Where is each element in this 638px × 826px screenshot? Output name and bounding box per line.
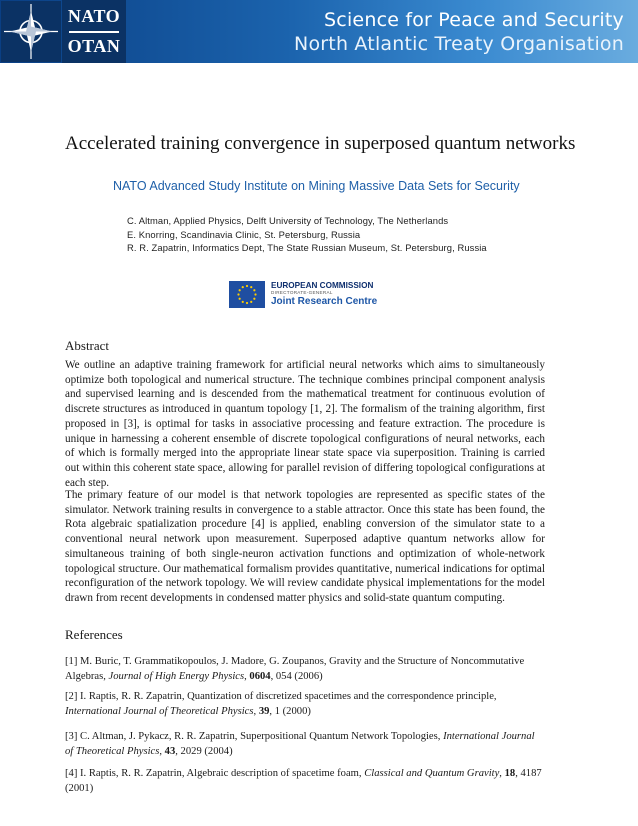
eu-flag-icon (229, 281, 265, 308)
reference-pages-year: , 4187 (2001) (65, 768, 542, 794)
jrc-logo-line-1: EUROPEAN COMMISSION (271, 281, 374, 290)
reference-label: [1] (65, 656, 78, 667)
reference-label: [3] (65, 731, 78, 742)
abstract-paragraph: We outline an adaptive training framework for artificial neural networks which aims to simultaneously optimize both topological and numerical structure. The technique combines principal component analysis and supervised learning and is descended from the mathematical treatment for continuous evolution of discrete structures as introduced in quantum topology [1, 2]. The formalism of the training algorithm, first proposed in [3], is optimal for tasks in associative processing and feature extraction. The procedure is unique in harnessing a coherent ensemble of discrete topological configurations of neural networks, each of which is formally merged into the appropriate linear state space via superposition. Training is carried out within this coherent state space, allowing for parallel revision of differing topological configurations at each step. (65, 359, 545, 489)
reference-authors: I. Raptis, R. R. Zapatrin, Algebraic description of spacetime foam, (80, 768, 362, 779)
jrc-logo (229, 281, 379, 309)
reference-authors: I. Raptis, R. R. Zapatrin, Quantization of discretized spacetimes and the correspondence principle, (80, 691, 497, 702)
nato-compass-star-icon (1, 1, 61, 62)
jrc-logo-line-3: Joint Research Centre (271, 296, 378, 307)
author-item: E. Knorring, Scandinavia Clinic, St. Petersburg, Russia (127, 228, 361, 240)
author-item: C. Altman, Applied Physics, Delft University of Technology, The Netherlands (127, 215, 449, 226)
reference-item: [2] I. Raptis, R. R. Zapatrin, Quantization of discretized spacetimes and the correspondence principle, International Journal of Theoretical Physics, 39, 1 (2000) (65, 691, 497, 717)
reference-authors: C. Altman, J. Pykacz, R. R. Zapatrin, Superpositional Quantum Network Topologies, (80, 731, 441, 742)
reference-volume: 43 (164, 746, 176, 757)
document-title: Accelerated training convergence in superposed quantum networks (65, 133, 576, 154)
reference-pages-year: , 054 (2006) (270, 671, 323, 682)
reference-pages-year: , 1 (2000) (269, 706, 311, 717)
author-item: R. R. Zapatrin, Informatics Dept, The State Russian Museum, St. Petersburg, Russia (127, 242, 487, 253)
logo-text-otan: OTAN (67, 36, 121, 56)
reference-item: [1] M. Buric, T. Grammatikopoulos, J. Madore, G. Zoupanos, Gravity and the Structure of Noncommutative Algebras, Journal of High Energy Physics, 0604, 054 (2006) (65, 656, 525, 682)
reference-label: [2] (65, 691, 78, 702)
banner-organisation-name: North Atlantic Treaty Organisation (294, 33, 624, 55)
jrc-logo-text (271, 281, 377, 308)
reference-pages-year: , 2029 (2004) (175, 746, 233, 757)
reference-volume: 18 (504, 768, 516, 779)
nato-otan-logo (62, 0, 126, 63)
reference-volume: 39 (258, 706, 270, 717)
reference-item: [4] I. Raptis, R. R. Zapatrin, Algebraic description of spacetime foam, Classical and Quantum Gravity, 18, 4187 (2001) (65, 768, 542, 794)
jrc-logo-line-2: DIRECTORATE-GENERAL (271, 290, 333, 295)
reference-journal: International Journal of Theoretical Physics (65, 706, 254, 717)
author-list (127, 214, 487, 255)
reference-journal: International Journal of Theoretical Physics (65, 731, 535, 757)
reference-journal: Classical and Quantum Gravity (364, 768, 500, 779)
reference-authors: M. Buric, T. Grammatikopoulos, J. Madore, G. Zoupanos, Gravity and the Structure of Noncommutative Algebras, (65, 656, 525, 682)
reference-label: [4] (65, 768, 78, 779)
reference-volume: 0604 (249, 671, 271, 682)
banner-program-title: Science for Peace and Security (324, 9, 624, 31)
nato-sps-banner (0, 0, 638, 63)
reference-journal: Journal of High Energy Physics (108, 671, 245, 682)
institute-name: NATO Advanced Study Institute on Mining Massive Data Sets for Security (113, 179, 520, 193)
logo-divider (69, 31, 119, 33)
abstract-paragraph: The primary feature of our model is that network topologies are represented as specific states of the simulator. Network training results in convergence to a stable attractor. Once this state has been found, the Rota algebraic spatialization procedure [4] is applied, enabling conversion of the simulator state to a conventional neural network upon measurement. Superposed adaptive quantum networks allow for simultaneous training of both single-neuron activation functions and optimization of whole-network topological structure. Our mathematical formalism provides quantitative, numerical indications for optimal reconfiguration of the network topology. We will review candidate physical implementations for the model drawn from recent developments in condensed matter physics and solid-state quantum computing. (65, 489, 545, 604)
logo-text-nato: NATO (67, 6, 121, 26)
references-heading: References (65, 627, 123, 642)
abstract-heading: Abstract (65, 338, 110, 353)
reference-item: [3] C. Altman, J. Pykacz, R. R. Zapatrin, Superpositional Quantum Network Topologies, International Journal of Theoretical Physics, 43, 2029 (2004) (65, 731, 535, 757)
